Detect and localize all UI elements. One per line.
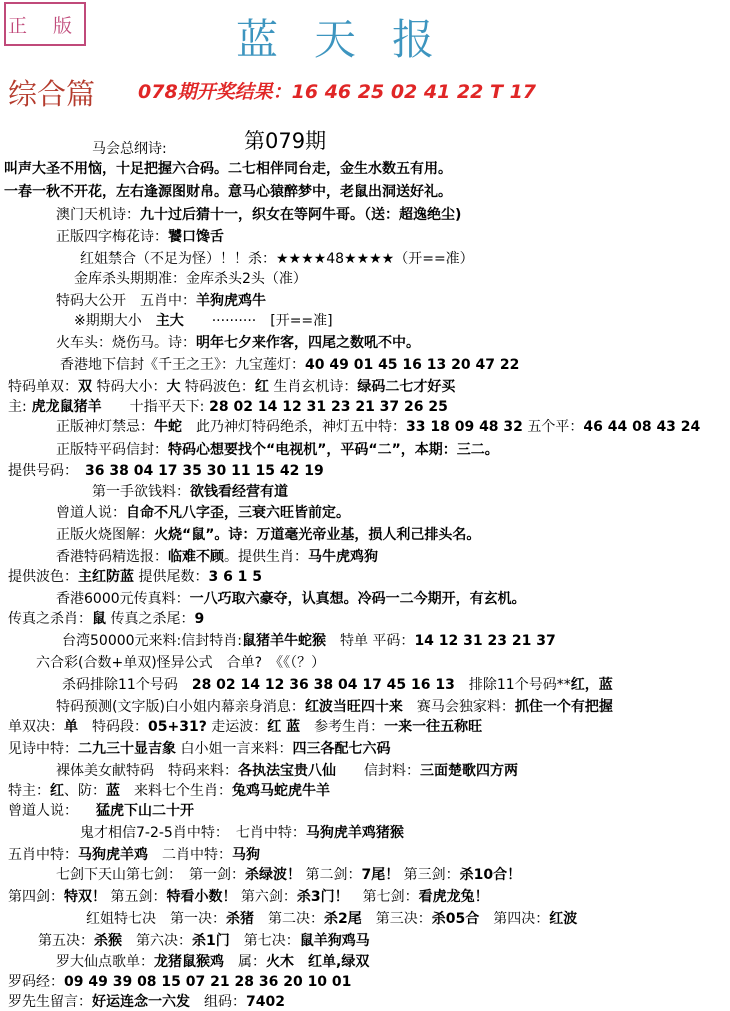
line-label bbox=[294, 954, 308, 970]
line-label: 第五决： bbox=[38, 933, 94, 949]
content-line bbox=[56, 441, 499, 459]
content-line bbox=[56, 504, 350, 522]
line-label: 见诗中特： bbox=[8, 741, 78, 757]
line-value: 大 bbox=[166, 379, 181, 395]
line-label: 香港地下信封《千王之王》：九宝莲灯： bbox=[60, 357, 305, 373]
line-label: 白小姐一言来料： bbox=[176, 741, 293, 757]
content-line bbox=[80, 824, 404, 842]
previous-draw-result: 078期开奖结果：16 46 25 02 41 22 T 17 bbox=[138, 81, 537, 103]
line-value: 红波 bbox=[549, 911, 578, 927]
section-label: 综合篇 bbox=[8, 77, 96, 111]
line-label: 特码大公开 五肖中： bbox=[56, 293, 196, 309]
line-label: 曾道人说： bbox=[8, 803, 78, 819]
content-line bbox=[36, 654, 325, 672]
line-label: 信封料： bbox=[336, 763, 420, 779]
line-label: 第二决： bbox=[254, 911, 324, 927]
line-label: 正版火烧图解： bbox=[56, 527, 154, 543]
line-value: 7402 bbox=[246, 994, 285, 1010]
line-value: 抓住一个有把握 bbox=[514, 699, 613, 715]
line-value: 鼠 bbox=[92, 611, 106, 627]
line-value: 红单,绿双 bbox=[308, 954, 370, 970]
content-line bbox=[56, 206, 461, 224]
line-value: 28 02 14 12 36 38 04 17 45 16 13 bbox=[191, 677, 455, 693]
content-line bbox=[92, 140, 167, 158]
line-label: 特码大小： bbox=[92, 379, 167, 395]
line-label: 第七剑： bbox=[348, 889, 419, 905]
line-label: 第三决： bbox=[361, 911, 432, 927]
line-label: 五肖中特： bbox=[8, 847, 78, 863]
line-label: 来料七个生肖： bbox=[120, 783, 232, 799]
content-line bbox=[8, 846, 260, 864]
content-line bbox=[8, 398, 448, 416]
content-line bbox=[8, 610, 204, 628]
line-value: 红 bbox=[254, 379, 269, 395]
content-line bbox=[62, 632, 556, 650]
line-value: 九十过后猜十一，织女在等阿牛哥。（送：超逸绝尘) bbox=[140, 207, 462, 223]
line-value: 鼠猪羊牛蛇猴 bbox=[241, 633, 326, 649]
line-value: 杀05合 bbox=[431, 911, 480, 927]
content-line bbox=[74, 312, 333, 330]
line-value: 马狗虎羊鸡 bbox=[78, 847, 148, 863]
line-value: 9 bbox=[194, 611, 205, 627]
line-value: 绿码二七才好买 bbox=[357, 379, 456, 395]
line-label: 特主： bbox=[8, 783, 50, 799]
line-label: 第六决： bbox=[122, 933, 192, 949]
line-label: 提供尾数： bbox=[134, 569, 209, 585]
line-value: 四三各配七六码 bbox=[292, 741, 391, 757]
line-value: 40 49 01 45 16 13 20 47 22 bbox=[305, 357, 520, 373]
content-line bbox=[86, 910, 577, 928]
line-value: 杀绿波！ bbox=[245, 867, 301, 883]
line-value: 欲钱看经营有道 bbox=[190, 484, 288, 500]
line-label: 罗先生留言： bbox=[8, 994, 92, 1010]
line-value: 虎龙鼠猪羊 bbox=[26, 399, 102, 415]
line-label: 第五剑： bbox=[106, 889, 167, 905]
content-line bbox=[74, 270, 307, 288]
line-label: 罗大仙点歌单： bbox=[56, 954, 154, 970]
line-label: 。提供生肖： bbox=[224, 549, 308, 565]
line-label: 组码： bbox=[190, 994, 246, 1010]
line-value: 牛蛇 bbox=[154, 419, 182, 435]
content-line bbox=[8, 888, 489, 906]
line-label: ·········· [开==准] bbox=[183, 313, 333, 329]
line-value: 蓝 bbox=[106, 783, 120, 799]
line-value: 鼠羊狗鸡马 bbox=[299, 933, 370, 949]
content-line bbox=[8, 782, 330, 800]
line-label: 特单 平码： bbox=[325, 633, 415, 649]
content-line bbox=[96, 802, 194, 820]
line-label: 台湾50000元来料:信封特肖: bbox=[62, 633, 242, 649]
line-value: 各执法宝贵八仙 bbox=[238, 763, 336, 779]
line-label: 参考生肖： bbox=[300, 719, 385, 735]
line-label: 生肖玄机诗： bbox=[268, 379, 358, 395]
line-label: 传真之杀肖： bbox=[8, 611, 92, 627]
line-value: 一来一往五称旺 bbox=[384, 719, 483, 735]
line-label: 红姐特七决 第一决： bbox=[86, 911, 226, 927]
line-label: 红姐禁合（不足为怪）！！杀：★★★★48★★★★（开==准） bbox=[80, 251, 474, 267]
line-label: 第七决： bbox=[229, 933, 300, 949]
line-label: 七剑下天山第七剑： 第一剑： bbox=[56, 867, 245, 883]
content-line bbox=[56, 590, 526, 608]
line-value: 红 蓝 bbox=[267, 719, 301, 735]
line-label: 香港特码精选报： bbox=[56, 549, 168, 565]
content-line bbox=[8, 973, 351, 991]
line-label: 澳门天机诗： bbox=[56, 207, 140, 223]
line-value: 杀3门！ bbox=[296, 889, 349, 905]
line-value: 红 bbox=[50, 783, 64, 799]
content-line bbox=[56, 418, 700, 436]
line-label: 传真之杀尾： bbox=[106, 611, 195, 627]
content-line bbox=[56, 548, 378, 566]
line-label: 第四剑： bbox=[8, 889, 64, 905]
line-value: 三面楚歌四方两 bbox=[420, 763, 518, 779]
line-label: 特码波色： bbox=[180, 379, 255, 395]
line-value: 双 bbox=[78, 379, 92, 395]
line-value: 自命不凡八字歪，三衰六旺皆前定。 bbox=[126, 505, 350, 521]
content-line bbox=[8, 378, 455, 396]
line-label: 赛马会独家料： bbox=[402, 699, 515, 715]
content-line bbox=[8, 462, 324, 480]
line-value: 马狗 bbox=[232, 847, 260, 863]
line-value: 杀猪 bbox=[226, 911, 254, 927]
content-line bbox=[8, 993, 285, 1011]
line-value: 05+31? bbox=[148, 719, 207, 735]
newspaper-title: 蓝天报 bbox=[236, 15, 471, 64]
line-label: 罗码经： bbox=[8, 974, 64, 990]
line-label: 特码段： bbox=[78, 719, 148, 735]
line-value: 火烧“鼠”。诗：万道毫光帝业基，损人利己排头名。 bbox=[154, 527, 481, 543]
line-value: 特双！ bbox=[64, 889, 106, 905]
content-line bbox=[80, 250, 474, 268]
line-value: 单 bbox=[64, 719, 78, 735]
line-value: 好运连念一六发 bbox=[92, 994, 190, 1010]
line-value: 龙猪鼠猴鸡 bbox=[154, 954, 224, 970]
line-value: 马牛虎鸡狗 bbox=[308, 549, 378, 565]
line-label: 曾道人说： bbox=[56, 505, 126, 521]
line-label: 特码预测(文字版)白小姐内幕亲身消息： bbox=[56, 699, 305, 715]
line-label: 马会总纲诗: bbox=[92, 141, 167, 157]
content-line bbox=[8, 740, 390, 758]
line-label: 第四决： bbox=[479, 911, 550, 927]
line-value: 红，蓝 bbox=[570, 677, 613, 693]
content-line bbox=[4, 160, 452, 178]
line-label: 单双决： bbox=[8, 719, 64, 735]
content-line bbox=[60, 356, 519, 374]
line-label: 裸体美女献特码 特码来料： bbox=[56, 763, 238, 779]
content-line bbox=[62, 676, 613, 694]
line-label: ※期期大小 bbox=[74, 313, 156, 329]
line-value: 09 49 39 08 15 07 21 28 36 20 10 01 bbox=[64, 974, 352, 990]
content-line bbox=[56, 292, 266, 310]
line-value: 3 6 1 5 bbox=[208, 569, 263, 585]
content-line bbox=[92, 483, 288, 501]
line-value: 杀猴 bbox=[94, 933, 122, 949]
line-value: 饕口馋舌 bbox=[168, 229, 224, 245]
line-label: 六合彩(合数+单双)怪异公式 合单? 《《（？） bbox=[36, 655, 326, 671]
line-value: 28 02 14 12 31 23 21 37 26 25 bbox=[204, 399, 448, 415]
line-label: 十指平天下: bbox=[101, 399, 205, 415]
line-label: 第六剑： bbox=[236, 889, 297, 905]
line-value: 主红防蓝 bbox=[78, 569, 134, 585]
line-label: 属： bbox=[224, 954, 266, 970]
line-value: 羊狗虎鸡牛 bbox=[196, 293, 266, 309]
line-label: 提供波色： bbox=[8, 569, 78, 585]
line-value: 7尾！ bbox=[361, 867, 400, 883]
line-label: 特码单双： bbox=[8, 379, 78, 395]
content-line bbox=[56, 762, 518, 780]
line-value: 杀1门 bbox=[192, 933, 230, 949]
line-value: 猛虎下山二十开 bbox=[96, 803, 194, 819]
content-line bbox=[56, 526, 480, 544]
line-label: 此乃神灯特码绝杀，神灯五中特： bbox=[182, 419, 406, 435]
line-value: 特码心想要找个“电视机”，平码“二”，本期：三二。 bbox=[168, 442, 499, 458]
content-line bbox=[8, 568, 262, 586]
line-value: 杀2尾 bbox=[324, 911, 362, 927]
line-label: 走运波： bbox=[206, 719, 268, 735]
line-label: 正版神灯禁忌： bbox=[56, 419, 154, 435]
line-value: 主大 bbox=[155, 313, 184, 329]
line-value: 叫声大圣不用恼，十足把握六合码。二七相伴同台走，金生水数五有用。 bbox=[4, 161, 452, 177]
content-line bbox=[56, 334, 420, 352]
content-line bbox=[4, 183, 452, 201]
line-value: 看虎龙兔！ bbox=[418, 889, 489, 905]
content-line bbox=[8, 718, 482, 736]
line-label: 香港6000元传真料： bbox=[56, 591, 190, 607]
line-value: 二九三十显吉象 bbox=[78, 741, 176, 757]
line-label: 鬼才相信7-2-5肖中特： 七肖中特： bbox=[80, 825, 306, 841]
line-label: 杀码排除11个号码 bbox=[62, 677, 192, 693]
line-value: 临难不顾 bbox=[168, 549, 224, 565]
line-value: 33 18 09 48 32 bbox=[406, 419, 523, 435]
line-label: 、防： bbox=[64, 783, 106, 799]
authentic-stamp: 正 版 bbox=[4, 2, 86, 46]
line-value: 火木 bbox=[266, 954, 294, 970]
line-value: 14 12 31 23 21 37 bbox=[414, 633, 556, 649]
line-value: 特看小数！ bbox=[166, 889, 237, 905]
line-value: 36 38 04 17 35 30 11 15 42 19 bbox=[85, 463, 324, 479]
content-line bbox=[38, 932, 370, 950]
line-label: 火车头：烧伤马。诗： bbox=[56, 335, 196, 351]
line-label: 正版四字梅花诗： bbox=[56, 229, 168, 245]
line-value: 红波当旺四十来 bbox=[304, 699, 403, 715]
line-value: 46 44 08 43 24 bbox=[583, 419, 701, 435]
line-label: 二肖中特： bbox=[148, 847, 232, 863]
content-line bbox=[56, 866, 521, 884]
line-value: 一八巧取六豪夺，认真想。冷码一二今期开，有玄机。 bbox=[189, 591, 526, 607]
line-label: 主: bbox=[8, 399, 27, 415]
content-line bbox=[8, 802, 78, 820]
line-label: 提供号码： bbox=[8, 463, 85, 479]
content-line bbox=[56, 953, 369, 971]
line-label: 正版特平码信封： bbox=[56, 442, 168, 458]
line-label: 排除11个号码** bbox=[454, 677, 571, 693]
line-value: 兔鸡马蛇虎牛羊 bbox=[232, 783, 330, 799]
content-line bbox=[56, 228, 224, 246]
content-line bbox=[56, 698, 613, 716]
line-label: 第一手欲钱料： bbox=[92, 484, 190, 500]
line-label: 五个平： bbox=[522, 419, 584, 435]
line-value: 杀10合！ bbox=[459, 867, 522, 883]
line-label: 第二剑： bbox=[301, 867, 362, 883]
line-value: 一春一秋不开花，左右逢源图财帛。意马心猿醉梦中，老鼠出洞送好礼。 bbox=[4, 184, 452, 200]
line-value: 明年七夕来作客，四尾之数吼不中。 bbox=[196, 335, 420, 351]
line-value: 马狗虎羊鸡猪猴 bbox=[305, 825, 404, 841]
line-label: 金库杀头期期准：金库杀头2头（准） bbox=[74, 271, 307, 287]
issue-number: 第079期 bbox=[244, 129, 327, 153]
line-label: 第三剑： bbox=[399, 867, 460, 883]
